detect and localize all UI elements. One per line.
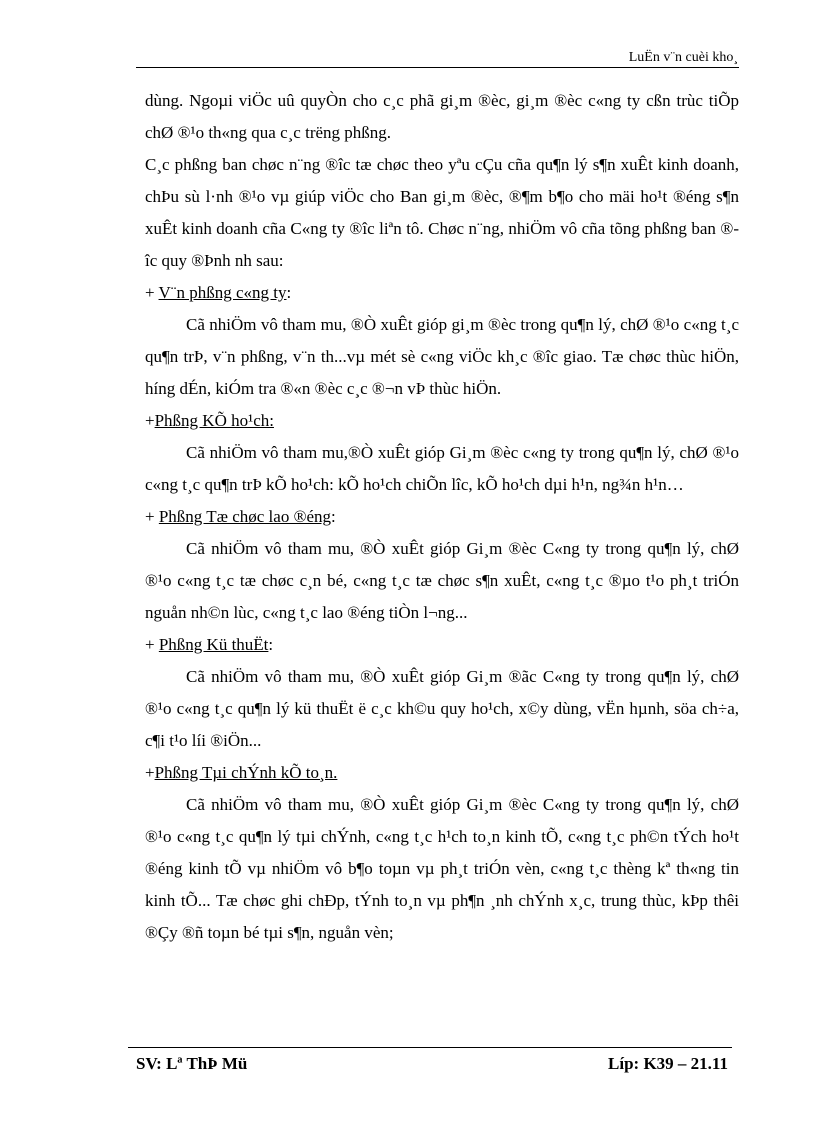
heading-suffix: : bbox=[286, 283, 292, 302]
section-finance bbox=[145, 757, 739, 949]
heading-prefix: + bbox=[145, 635, 159, 654]
heading-suffix: : bbox=[331, 507, 336, 526]
section-heading bbox=[145, 629, 739, 661]
heading-text: Phßng KÕ ho¹ch: bbox=[154, 411, 274, 430]
section-paragraph: Cã nhiÖm vô tham mu,®Ò xuÊt gióp Gi¸m ®èc c«ng ty trong qu¶n lý, chØ ®¹o c«ng t¸c qu¶n trÞ kÕ ho¹ch: kÕ ho¹ch chiÕn lîc, kÕ ho¹ch dµi h¹n, ng¾n h¹n… bbox=[145, 443, 739, 494]
heading-text: Phßng Tµi chÝnh kÕ to¸n. bbox=[154, 763, 338, 782]
section-paragraph: Cã nhiÖm vô tham mu, ®Ò xuÊt gióp Gi¸m ®èc C«ng ty trong qu¶n lý, chØ ®¹o c«ng t¸c tæ chøc c¸n bé, c«ng t¸c tæ chøc s¶n xuÊt, c«ng t¸c ®µo t¹o ph¸t triÓn nguån nh©n lùc, c«ng t¸c lao ®éng tiÒn l¬ng... bbox=[145, 539, 739, 622]
section-heading bbox=[145, 405, 739, 437]
heading-text: Phßng Tæ chøc lao ®éng bbox=[158, 507, 332, 526]
header-divider bbox=[136, 67, 739, 68]
heading-suffix: : bbox=[268, 635, 274, 654]
section-paragraph: Cã nhiÖm vô tham mu, ®Ò xuÊt gióp Gi¸m ®ãc C«ng ty trong qu¶n lý, chØ ®¹o c«ng t¸c qu¶n lý kü thuËt ë c¸c kh©u quy ho¹ch, x©y dùng, vËn hµnh, söa ch÷a, c¶i t¹o líi ®iÖn... bbox=[145, 667, 739, 750]
paragraph-departments: C¸c phßng ban chøc n¨ng ®îc tæ chøc theo yªu cÇu cña qu¶n lý s¶n xuÊt kinh doanh, chÞu sù l·nh ®¹o vµ giúp viÖc cho Ban gi¸m ®èc, ®¶m b¶o cho mäi ho¹t ®éng s¶n xuÊt kinh doanh cña C«ng ty ®îc liªn tô. Chøc n¨ng, nhiÖm vô cña tõng phßng ban ®îc quy ®Þnh nh sau: bbox=[145, 155, 739, 270]
paragraph-intro: dùng. Ngoµi viÖc uû quyÒn cho c¸c phã gi¸m ®èc, gi¸m ®èc c«ng ty cßn trùc tiÕp chØ ®¹o th«ng qua c¸c trëng phßng. bbox=[145, 91, 739, 142]
section-paragraph: Cã nhiÖm vô tham mu, ®Ò xuÊt gióp gi¸m ®èc trong qu¶n lý, chØ ®¹o c«ng t¸c qu¶n trÞ, v¨n phßng, v¨n th...vµ mét sè c«ng viÖc kh¸c ®îc giao. Tæ chøc thùc hiÖn, híng dÉn, kiÓm tra ®«n ®èc c¸c ®¬n vÞ thùc hiÖn. bbox=[145, 315, 739, 398]
section-heading bbox=[145, 757, 739, 789]
heading-prefix: + bbox=[145, 763, 155, 782]
section-technical bbox=[145, 629, 739, 757]
footer-class: Líp: K39 – 21.11 bbox=[608, 1054, 728, 1073]
footer-student-name: SV: Lª ThÞ Mü bbox=[136, 1054, 248, 1073]
header-title: LuËn v¨n cuèi kho¸ bbox=[628, 50, 738, 65]
document-body bbox=[145, 85, 739, 949]
section-planning bbox=[145, 405, 739, 501]
heading-text: Phßng Kü thuËt bbox=[158, 635, 269, 654]
section-paragraph: Cã nhiÖm vô tham mu, ®Ò xuÊt gióp Gi¸m ®èc C«ng ty trong qu¶n lý, chØ ®¹o c«ng t¸c qu¶n lý tµi chÝnh, c«ng t¸c h¹ch to¸n kinh tÕ, c«ng t¸c ph©n tÝch ho¹t ®éng kinh tÕ vµ nhiÖm vô b¶o toµn vµ ph¸t triÓn vèn, c«ng t¸c thèng kª th«ng tin kinh tÕ... Tæ chøc ghi chÐp, tÝnh to¸n vµ ph¶n ¸nh chÝnh x¸c, trung thùc, kÞp thêi ®Çy ®ñ toµn bé tµi s¶n, nguån vèn; bbox=[145, 795, 739, 942]
heading-text: V¨n phßng c«ng ty bbox=[158, 283, 287, 302]
section-personnel bbox=[145, 501, 739, 629]
footer-divider bbox=[128, 1047, 732, 1048]
heading-prefix: + bbox=[145, 283, 159, 302]
heading-prefix: + bbox=[145, 411, 155, 430]
section-heading bbox=[145, 501, 739, 533]
section-office bbox=[145, 277, 739, 405]
section-heading bbox=[145, 277, 739, 309]
heading-prefix: + bbox=[145, 507, 159, 526]
